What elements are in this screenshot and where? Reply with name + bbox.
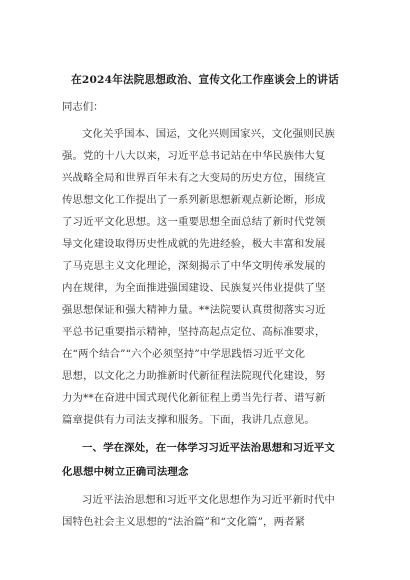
paragraph-1-line: 强。党的十八大以来，习近平总书记站在中华民族伟大复 (62, 150, 326, 162)
section-heading-line: 一、学在深处，在一体学习习近平法治思想和习近平文 (82, 442, 335, 454)
paragraph-1-line: 强思想保证和强大精神力量。**法院要认真贯彻落实习近 (62, 304, 326, 316)
paragraph-1-line: 力为**在奋进中国式现代化新征程上勇当先行者、谱写新 (62, 392, 326, 404)
salutation: 同志们： (62, 101, 104, 113)
document-title: 在2024年法院思想政治、宣传文化工作座谈会上的讲话 (71, 74, 339, 86)
paragraph-1-line: 思想，以文化之力助推新时代新征程法院现代化建设，努 (62, 370, 326, 382)
section-heading-line: 化思想中树立正确司法理念 (62, 466, 189, 478)
paragraph-1-line: 了马克思主义文化理论，深刻揭示了中华文明传承发展的 (62, 260, 326, 272)
paragraph-1-line: 平总书记重要指示精神，坚持高起点定位、高标准要求， (62, 326, 326, 338)
paragraph-1-line: 内在规律，为全面推进强国建设、民族复兴伟业提供了坚 (62, 282, 326, 294)
paragraph-1-line: 导文化建设取得历史性成就的先进经验，极大丰富和发展 (62, 238, 326, 250)
paragraph-1-line: 了习近平文化思想。这一重要思想全面总结了新时代党领 (62, 216, 326, 228)
paragraph-1-line: 篇章提供有力司法支撑和服务。下面，我讲几点意见。 (62, 414, 315, 426)
paragraph-2-line: 国特色社会主义思想的“法治篇”和“文化篇”，两者紧 (62, 516, 306, 528)
paragraph-1-line: 传思想文化工作提出了一系列新思想新观点新论断，形成 (62, 194, 326, 206)
paragraph-1-line: 在“两个结合”“六个必须坚持”中学思践悟习近平文化 (62, 348, 306, 360)
paragraph-1-line: 文化关乎国本、国运，文化兴则国家兴，文化强则民族 (82, 128, 335, 140)
paragraph-2-line: 习近平法治思想和习近平文化思想作为习近平新时代中 (82, 494, 335, 506)
paragraph-1-line: 兴战略全局和世界百年未有之大变局的历史方位，围绕宣 (62, 172, 326, 184)
